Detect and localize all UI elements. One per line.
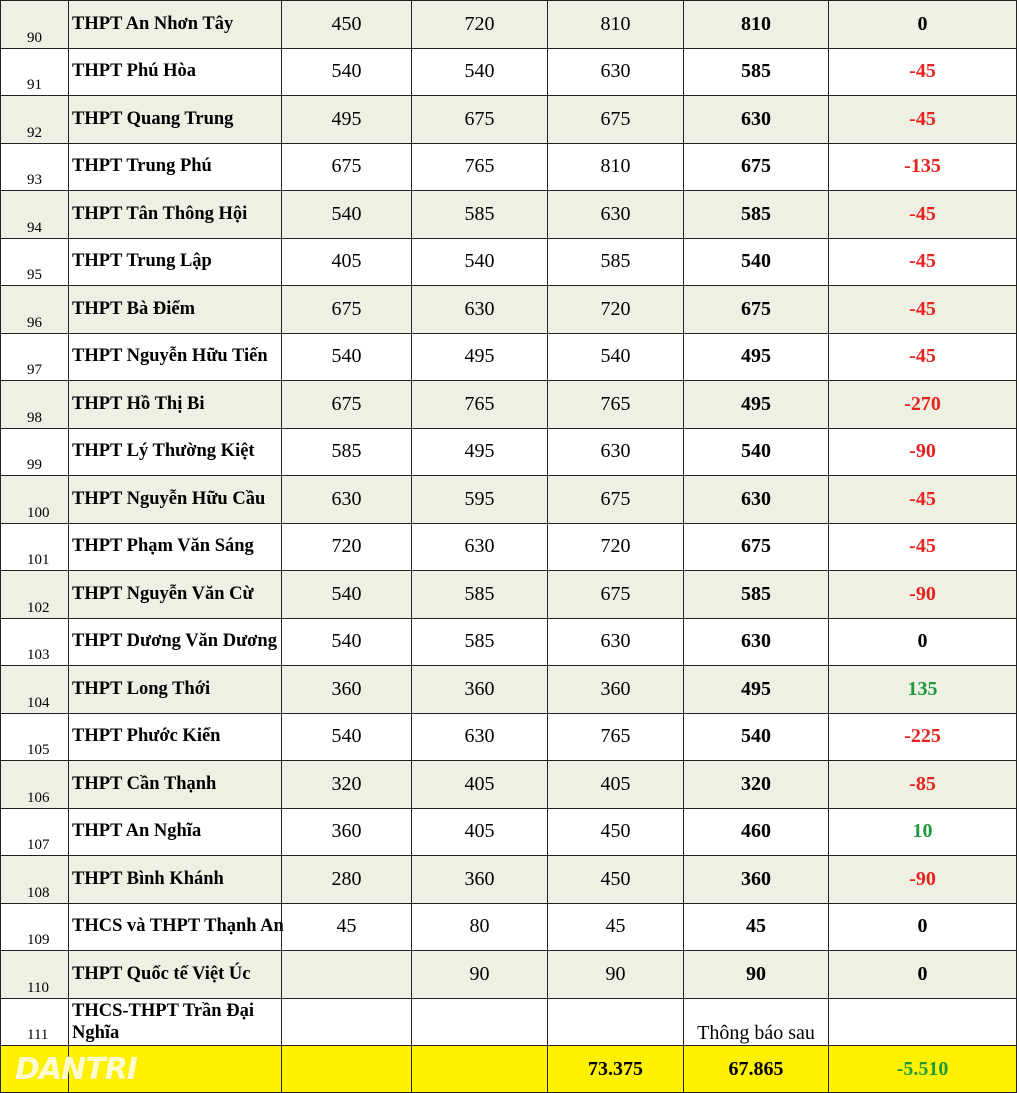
table-row bbox=[1, 571, 1017, 619]
value-c1: 675 bbox=[282, 381, 412, 429]
value-diff: -45 bbox=[829, 333, 1017, 381]
value-c3: 585 bbox=[548, 238, 684, 286]
value-c1 bbox=[282, 998, 412, 1046]
school-name: THPT Lý Thường Kiệt bbox=[69, 428, 282, 476]
value-c4: 460 bbox=[684, 808, 829, 856]
value-c1: 540 bbox=[282, 571, 412, 619]
school-name: THPT Quốc tế Việt Úc bbox=[69, 951, 282, 999]
value-c1: 540 bbox=[282, 48, 412, 96]
value-c3: 630 bbox=[548, 428, 684, 476]
total-row bbox=[1, 1046, 1017, 1093]
value-c2: 765 bbox=[412, 381, 548, 429]
row-index: 99 bbox=[1, 428, 69, 476]
value-c4: 320 bbox=[684, 761, 829, 809]
value-diff: -90 bbox=[829, 428, 1017, 476]
school-name: THPT Cần Thạnh bbox=[69, 761, 282, 809]
school-name: THCS-THPT Trần Đại Nghĩa bbox=[69, 998, 282, 1046]
value-c1: 540 bbox=[282, 333, 412, 381]
value-c1: 450 bbox=[282, 1, 412, 49]
school-name: THPT Bình Khánh bbox=[69, 856, 282, 904]
school-name: THPT Quang Trung bbox=[69, 96, 282, 144]
value-c2: 630 bbox=[412, 286, 548, 334]
next-row-edge bbox=[0, 1074, 1016, 1078]
school-name: THPT Trung Lập bbox=[69, 238, 282, 286]
row-index: 94 bbox=[1, 191, 69, 239]
value-diff: -45 bbox=[829, 96, 1017, 144]
row-index: 101 bbox=[1, 523, 69, 571]
row-index: 100 bbox=[1, 476, 69, 524]
value-c4: 630 bbox=[684, 618, 829, 666]
value-diff: -225 bbox=[829, 713, 1017, 761]
value-diff: 0 bbox=[829, 618, 1017, 666]
value-c4: 675 bbox=[684, 523, 829, 571]
value-c4: 45 bbox=[684, 903, 829, 951]
total-diff: -5.510 bbox=[829, 1046, 1017, 1093]
value-c1: 540 bbox=[282, 191, 412, 239]
total-c2-cell bbox=[412, 1046, 548, 1093]
value-diff: -45 bbox=[829, 238, 1017, 286]
value-c2 bbox=[412, 998, 548, 1046]
value-c3: 450 bbox=[548, 856, 684, 904]
value-c2: 585 bbox=[412, 571, 548, 619]
row-index: 98 bbox=[1, 381, 69, 429]
value-diff: 0 bbox=[829, 1, 1017, 49]
value-c2: 405 bbox=[412, 808, 548, 856]
value-c2: 585 bbox=[412, 618, 548, 666]
school-name: THPT Dương Văn Dương bbox=[69, 618, 282, 666]
value-c4: 540 bbox=[684, 428, 829, 476]
table-row bbox=[1, 381, 1017, 429]
value-c1: 280 bbox=[282, 856, 412, 904]
table-row bbox=[1, 238, 1017, 286]
value-diff: 0 bbox=[829, 951, 1017, 999]
row-index: 108 bbox=[1, 856, 69, 904]
table-row bbox=[1, 808, 1017, 856]
value-c3: 765 bbox=[548, 381, 684, 429]
value-c2: 630 bbox=[412, 523, 548, 571]
value-c3: 540 bbox=[548, 333, 684, 381]
value-diff: -90 bbox=[829, 571, 1017, 619]
value-c1: 320 bbox=[282, 761, 412, 809]
value-c4: 675 bbox=[684, 286, 829, 334]
value-c4: 585 bbox=[684, 191, 829, 239]
value-c4: 90 bbox=[684, 951, 829, 999]
school-name: THPT An Nghĩa bbox=[69, 808, 282, 856]
row-index: 93 bbox=[1, 143, 69, 191]
value-c4: 630 bbox=[684, 96, 829, 144]
value-c1: 585 bbox=[282, 428, 412, 476]
value-c4: 585 bbox=[684, 571, 829, 619]
table-row bbox=[1, 951, 1017, 999]
school-name: THPT Phước Kiển bbox=[69, 713, 282, 761]
table-row bbox=[1, 96, 1017, 144]
table-row bbox=[1, 333, 1017, 381]
value-c3: 810 bbox=[548, 1, 684, 49]
table-row bbox=[1, 428, 1017, 476]
value-c1: 405 bbox=[282, 238, 412, 286]
value-c3: 720 bbox=[548, 523, 684, 571]
value-c1: 540 bbox=[282, 618, 412, 666]
value-diff: -85 bbox=[829, 761, 1017, 809]
row-index: 95 bbox=[1, 238, 69, 286]
table-row bbox=[1, 1, 1017, 49]
value-diff: -45 bbox=[829, 286, 1017, 334]
table-row bbox=[1, 48, 1017, 96]
row-index: 106 bbox=[1, 761, 69, 809]
row-index: 109 bbox=[1, 903, 69, 951]
value-c3: 675 bbox=[548, 96, 684, 144]
value-c1: 675 bbox=[282, 143, 412, 191]
row-index: 92 bbox=[1, 96, 69, 144]
value-c4: 630 bbox=[684, 476, 829, 524]
value-diff: 10 bbox=[829, 808, 1017, 856]
value-c3: 675 bbox=[548, 476, 684, 524]
value-c4: 360 bbox=[684, 856, 829, 904]
row-index: 102 bbox=[1, 571, 69, 619]
value-c2: 360 bbox=[412, 856, 548, 904]
value-c3: 765 bbox=[548, 713, 684, 761]
value-c3: 720 bbox=[548, 286, 684, 334]
value-c2: 360 bbox=[412, 666, 548, 714]
total-c1-cell bbox=[282, 1046, 412, 1093]
table-row bbox=[1, 903, 1017, 951]
value-c2: 675 bbox=[412, 96, 548, 144]
value-c2: 720 bbox=[412, 1, 548, 49]
dantri-logo: DANTRI bbox=[15, 1051, 137, 1087]
value-diff: -270 bbox=[829, 381, 1017, 429]
row-index: 90 bbox=[1, 1, 69, 49]
school-name: THPT Nguyễn Hữu Tiến bbox=[69, 333, 282, 381]
value-c4: 675 bbox=[684, 143, 829, 191]
value-c4: 540 bbox=[684, 713, 829, 761]
school-name: THPT Nguyễn Văn Cừ bbox=[69, 571, 282, 619]
value-c2: 630 bbox=[412, 713, 548, 761]
table-row bbox=[1, 761, 1017, 809]
value-c1: 630 bbox=[282, 476, 412, 524]
total-c3: 73.375 bbox=[548, 1046, 684, 1093]
row-index: 107 bbox=[1, 808, 69, 856]
value-c1: 675 bbox=[282, 286, 412, 334]
value-c1: 45 bbox=[282, 903, 412, 951]
value-c3: 675 bbox=[548, 571, 684, 619]
value-c1: 720 bbox=[282, 523, 412, 571]
value-c4: 495 bbox=[684, 666, 829, 714]
value-c1: 540 bbox=[282, 713, 412, 761]
value-c3: 810 bbox=[548, 143, 684, 191]
value-c3: 405 bbox=[548, 761, 684, 809]
value-c2: 585 bbox=[412, 191, 548, 239]
table-row bbox=[1, 191, 1017, 239]
value-c3: 630 bbox=[548, 191, 684, 239]
value-c1: 360 bbox=[282, 808, 412, 856]
table-row bbox=[1, 523, 1017, 571]
row-index: 96 bbox=[1, 286, 69, 334]
school-name: THPT Phạm Văn Sáng bbox=[69, 523, 282, 571]
school-name: THPT Phú Hòa bbox=[69, 48, 282, 96]
value-c2: 90 bbox=[412, 951, 548, 999]
table-row bbox=[1, 286, 1017, 334]
value-c1 bbox=[282, 951, 412, 999]
value-c2: 495 bbox=[412, 333, 548, 381]
value-c3: 360 bbox=[548, 666, 684, 714]
value-c1: 495 bbox=[282, 96, 412, 144]
row-index: 91 bbox=[1, 48, 69, 96]
value-c2: 765 bbox=[412, 143, 548, 191]
table-row bbox=[1, 856, 1017, 904]
school-name: THPT Long Thới bbox=[69, 666, 282, 714]
value-c3: 90 bbox=[548, 951, 684, 999]
school-name: THPT Tân Thông Hội bbox=[69, 191, 282, 239]
school-name: THPT Bà Điểm bbox=[69, 286, 282, 334]
value-c4: 540 bbox=[684, 238, 829, 286]
table-body bbox=[1, 1, 1017, 1093]
total-c4: 67.865 bbox=[684, 1046, 829, 1093]
row-index: 105 bbox=[1, 713, 69, 761]
table-row bbox=[1, 998, 1017, 1046]
value-c3: 630 bbox=[548, 618, 684, 666]
value-diff: -135 bbox=[829, 143, 1017, 191]
value-c4: 495 bbox=[684, 333, 829, 381]
table-row bbox=[1, 618, 1017, 666]
school-name: THCS và THPT Thạnh An bbox=[69, 903, 282, 951]
row-index: 103 bbox=[1, 618, 69, 666]
value-c4: 495 bbox=[684, 381, 829, 429]
value-c2: 405 bbox=[412, 761, 548, 809]
table-row bbox=[1, 143, 1017, 191]
table-row bbox=[1, 713, 1017, 761]
value-c2: 595 bbox=[412, 476, 548, 524]
value-diff: 0 bbox=[829, 903, 1017, 951]
value-c4: 585 bbox=[684, 48, 829, 96]
value-c4: Thông báo sau bbox=[684, 998, 829, 1046]
watermark-cell bbox=[1, 1046, 137, 1093]
value-c1: 360 bbox=[282, 666, 412, 714]
school-name: THPT Trung Phú bbox=[69, 143, 282, 191]
value-c3 bbox=[548, 998, 684, 1046]
value-c4: 810 bbox=[684, 1, 829, 49]
school-name: THPT Hồ Thị Bi bbox=[69, 381, 282, 429]
value-c3: 450 bbox=[548, 808, 684, 856]
table-row bbox=[1, 476, 1017, 524]
row-index: 111 bbox=[1, 998, 69, 1046]
value-diff: -45 bbox=[829, 48, 1017, 96]
row-index: 110 bbox=[1, 951, 69, 999]
value-c2: 495 bbox=[412, 428, 548, 476]
value-c2: 540 bbox=[412, 238, 548, 286]
value-diff: -45 bbox=[829, 523, 1017, 571]
value-c3: 45 bbox=[548, 903, 684, 951]
value-diff: -90 bbox=[829, 856, 1017, 904]
value-c3: 630 bbox=[548, 48, 684, 96]
school-name: THPT Nguyễn Hữu Cầu bbox=[69, 476, 282, 524]
row-index: 104 bbox=[1, 666, 69, 714]
value-diff: -45 bbox=[829, 191, 1017, 239]
value-diff: 135 bbox=[829, 666, 1017, 714]
value-diff: -45 bbox=[829, 476, 1017, 524]
value-c2: 540 bbox=[412, 48, 548, 96]
row-index: 97 bbox=[1, 333, 69, 381]
value-diff bbox=[829, 998, 1017, 1046]
value-c2: 80 bbox=[412, 903, 548, 951]
school-name: THPT An Nhơn Tây bbox=[69, 1, 282, 49]
table-row bbox=[1, 666, 1017, 714]
